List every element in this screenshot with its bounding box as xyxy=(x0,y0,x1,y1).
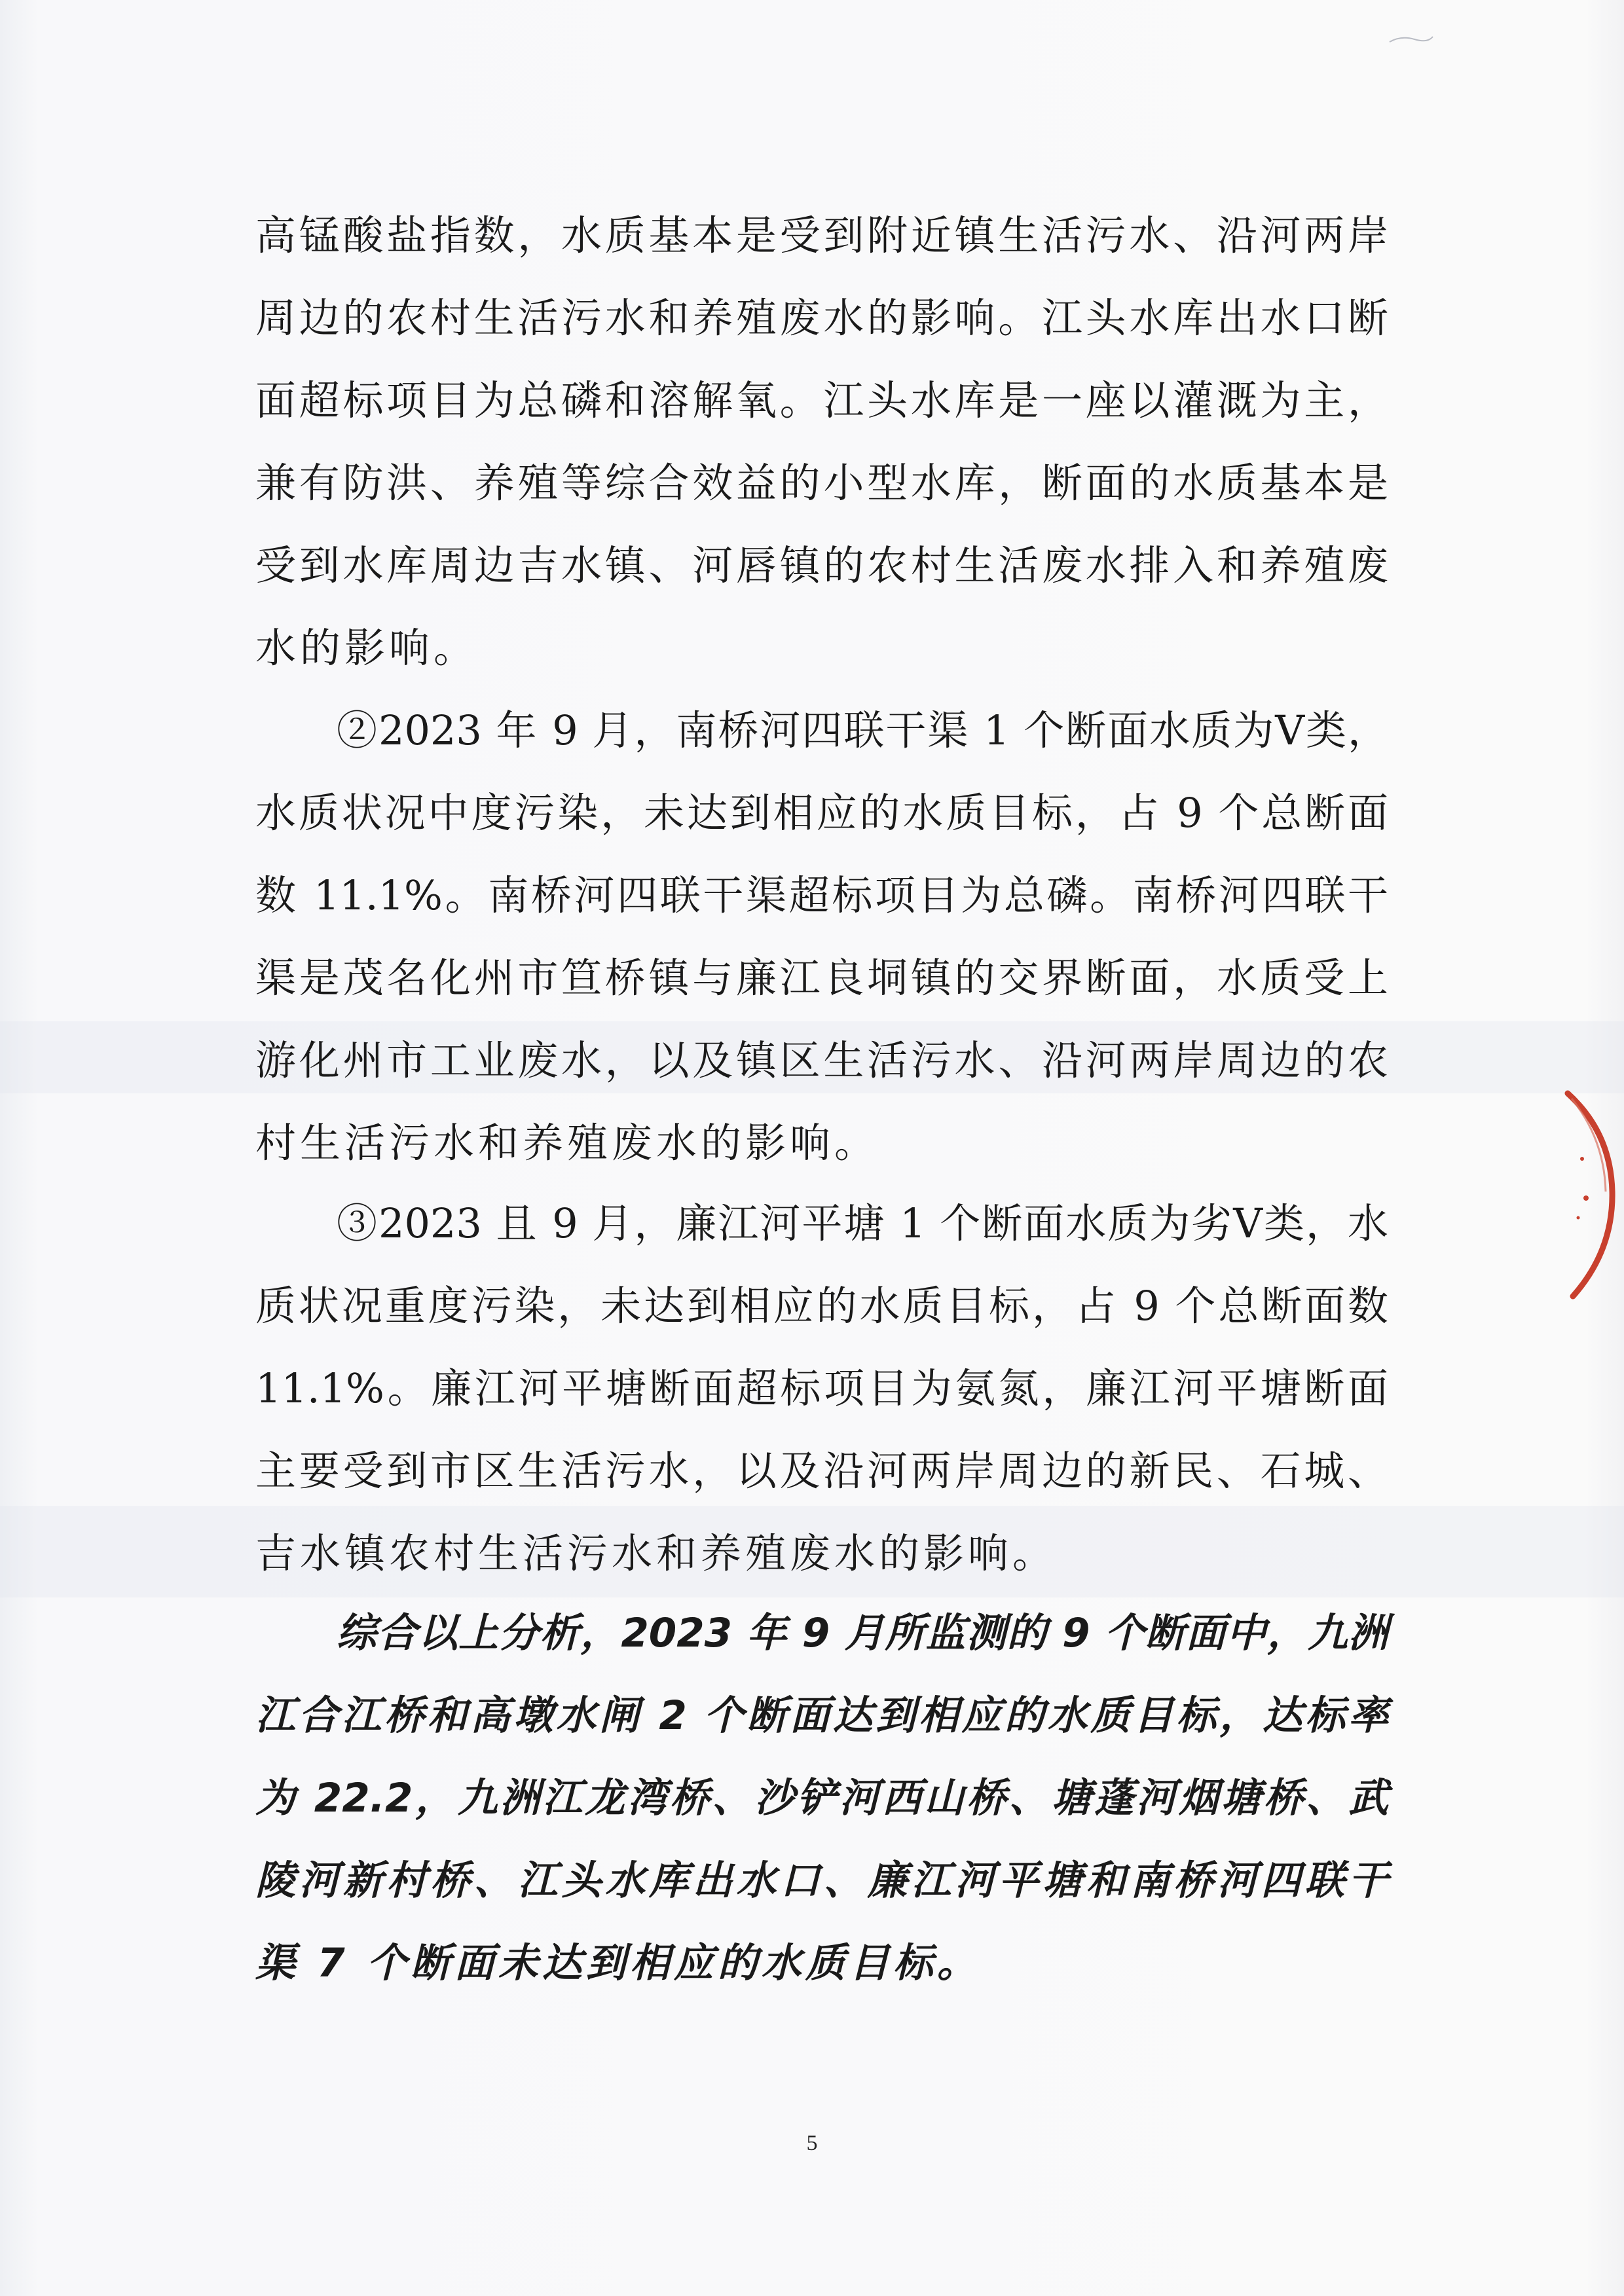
text-line: 水质状况中度污染，未达到相应的水质目标，占 9 个总断面 xyxy=(255,789,1388,837)
text-line: 高锰酸盐指数，水质基本是受到附近镇生活污水、沿河两岸 xyxy=(255,211,1388,259)
text-line: 陵河新村桥、江头水库出水口、廉江河平塘和南桥河四联干 xyxy=(255,1857,1388,1904)
text-line: 数 11.1%。南桥河四联干渠超标项目为总磷。南桥河四联干 xyxy=(255,871,1388,919)
paragraph-item-3 xyxy=(255,1182,1388,1595)
text-line: 受到水库周边吉水镇、河唇镇的农村生活废水排入和养殖废 xyxy=(255,541,1388,589)
text-line: 水的影响。 xyxy=(255,624,479,672)
paragraph-item-2 xyxy=(255,689,1388,1184)
page-number: 5 xyxy=(806,2131,818,2155)
text-line: 面超标项目为总磷和溶解氧。江头水库是一座以灌溉为主， xyxy=(255,376,1388,424)
text-line: ③2023 且 9 月，廉江河平塘 1 个断面水质为劣Ⅴ类，水 xyxy=(337,1199,1388,1247)
text-line: 渠 7 个断面未达到相应的水质目标。 xyxy=(255,1940,981,1986)
text-line: 综合以上分析，2023 年 9 月所监测的 9 个断面中，九洲 xyxy=(337,1610,1388,1656)
seal-fragment-icon xyxy=(1559,1080,1624,1316)
summary-paragraph xyxy=(255,1592,1388,2005)
text-line: 兼有防洪、养殖等综合效益的小型水库，断面的水质基本是 xyxy=(255,459,1388,507)
text-line: ②2023 年 9 月，南桥河四联干渠 1 个断面水质为Ⅴ类， xyxy=(337,706,1388,754)
text-line: 吉水镇农村生活污水和养殖废水的影响。 xyxy=(255,1529,1058,1577)
text-line: 为 22.2，九洲江龙湾桥、沙铲河西山桥、塘蓬河烟塘桥、武 xyxy=(255,1775,1388,1821)
text-line: 主要受到市区生活污水，以及沿河两岸周边的新民、石城、 xyxy=(255,1447,1388,1495)
text-line: 村生活污水和养殖废水的影响。 xyxy=(255,1119,879,1167)
text-line: 周边的农村生活污水和养殖废水的影响。江头水库出水口断 xyxy=(255,294,1388,342)
text-line: 渠是茂名化州市笪桥镇与廉江良垌镇的交界断面，水质受上 xyxy=(255,954,1388,1002)
text-line: 11.1%。廉江河平塘断面超标项目为氨氮，廉江河平塘断面 xyxy=(255,1364,1388,1412)
scan-corner-mark xyxy=(1388,33,1434,46)
paragraph-continued xyxy=(255,194,1388,689)
text-line: 游化州市工业废水，以及镇区生活污水、沿河两岸周边的农 xyxy=(255,1036,1388,1084)
text-line: 质状况重度污染，未达到相应的水质目标，占 9 个总断面数 xyxy=(255,1282,1388,1330)
text-line: 江合江桥和高墩水闸 2 个断面达到相应的水质目标，达标率 xyxy=(255,1692,1388,1739)
